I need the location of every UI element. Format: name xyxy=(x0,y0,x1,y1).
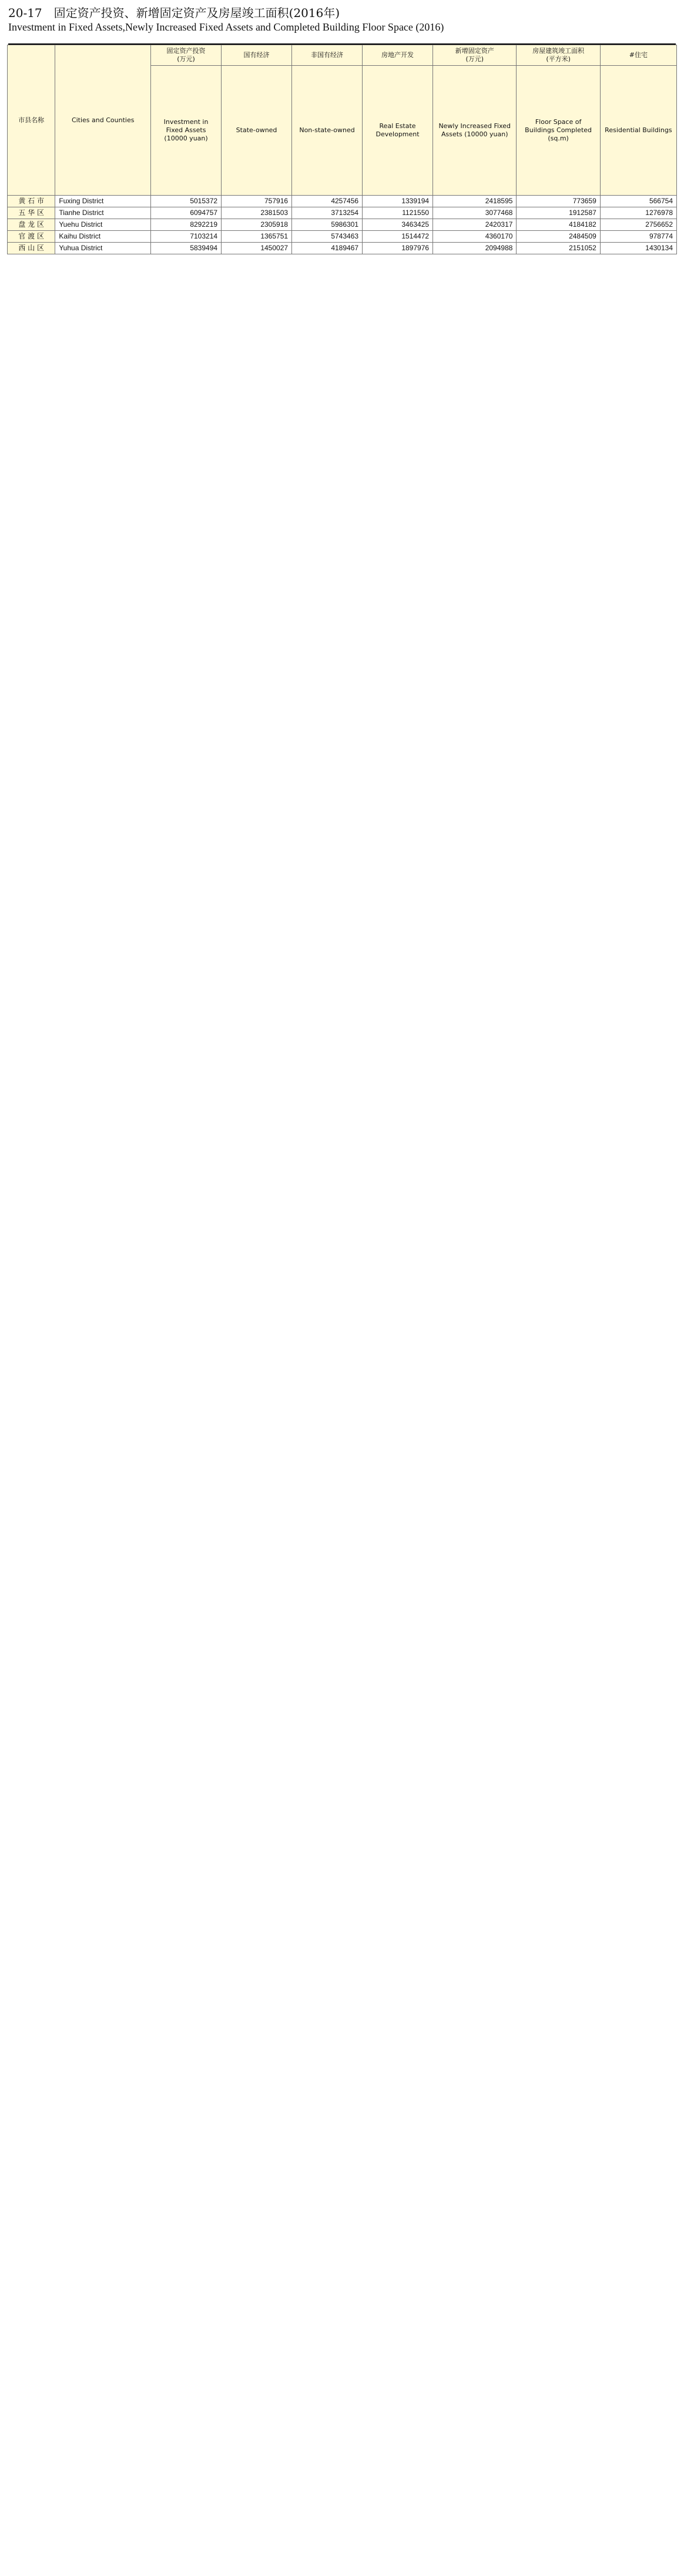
cell-realestate: 3463425 xyxy=(363,219,433,231)
cell-nonstate: 4257456 xyxy=(292,196,363,207)
cell-floor: 1912587 xyxy=(517,207,600,219)
table-body xyxy=(8,196,677,254)
cell-res: 1430134 xyxy=(600,243,676,254)
table-row xyxy=(8,207,677,219)
header-nonstate-en: Non-state-owned xyxy=(292,66,363,196)
cell-city-cn: 西 山 区 xyxy=(8,243,55,254)
cell-total: 7103214 xyxy=(151,231,222,243)
cell-newly: 2094988 xyxy=(433,243,517,254)
header-city-en: Cities and Counties xyxy=(55,45,151,196)
cell-city-cn: 黄 石 市 xyxy=(8,196,55,207)
header-fai-cn: 固定资产投资 (万元) xyxy=(151,45,222,66)
cell-newly: 2420317 xyxy=(433,219,517,231)
header-state-en: State-owned xyxy=(222,66,292,196)
cell-city-cn: 官 渡 区 xyxy=(8,231,55,243)
data-table xyxy=(7,45,677,254)
cell-city-en: Tianhe District xyxy=(55,207,151,219)
cell-nonstate: 3713254 xyxy=(292,207,363,219)
cell-state: 1365751 xyxy=(222,231,292,243)
cell-city-en: Fuxing District xyxy=(55,196,151,207)
cell-floor: 2484509 xyxy=(517,231,600,243)
cell-state: 1450027 xyxy=(222,243,292,254)
cell-res: 978774 xyxy=(600,231,676,243)
cell-newly: 4360170 xyxy=(433,231,517,243)
header-realestate-en: Real Estate Development xyxy=(363,66,433,196)
cell-city-en: Yuhua District xyxy=(55,243,151,254)
cell-newly: 3077468 xyxy=(433,207,517,219)
table-row xyxy=(8,243,677,254)
table-header xyxy=(8,45,677,196)
cell-realestate: 1897976 xyxy=(363,243,433,254)
cell-floor: 4184182 xyxy=(517,219,600,231)
table-title-cn: 20-17 固定资产投资、新增固定资产及房屋竣工面积(2016年) xyxy=(8,6,340,20)
cell-city-cn: 盘 龙 区 xyxy=(8,219,55,231)
cell-city-cn: 五 华 区 xyxy=(8,207,55,219)
cell-realestate: 1339194 xyxy=(363,196,433,207)
header-floor-en: Floor Space of Buildings Completed (sq.m) xyxy=(517,66,600,196)
cell-state: 757916 xyxy=(222,196,292,207)
cell-total: 5839494 xyxy=(151,243,222,254)
header-newly-cn: 新增固定资产 (万元) xyxy=(433,45,517,66)
title-block xyxy=(0,0,684,38)
header-res-cn: #住宅 xyxy=(600,45,676,66)
header-nonstate-cn: 非国有经济 xyxy=(292,45,363,66)
cell-res: 1276978 xyxy=(600,207,676,219)
cell-floor: 2151052 xyxy=(517,243,600,254)
header-newly-en: Newly Increased Fixed Assets (10000 yuan) xyxy=(433,66,517,196)
table-row xyxy=(8,219,677,231)
table-row xyxy=(8,196,677,207)
cell-res: 566754 xyxy=(600,196,676,207)
header-city-cn: 市县名称 xyxy=(8,45,55,196)
cell-state: 2305918 xyxy=(222,219,292,231)
cell-total: 6094757 xyxy=(151,207,222,219)
header-realestate-cn: 房地产开发 xyxy=(363,45,433,66)
cell-total: 5015372 xyxy=(151,196,222,207)
cell-nonstate: 5986301 xyxy=(292,219,363,231)
table-title-en: Investment in Fixed Assets,Newly Increased Fixed Assets and Completed Building Floor Space (2016) xyxy=(8,21,444,33)
cell-state: 2381503 xyxy=(222,207,292,219)
cell-nonstate: 5743463 xyxy=(292,231,363,243)
cell-floor: 773659 xyxy=(517,196,600,207)
table-row xyxy=(8,231,677,243)
header-floor-cn: 房屋建筑竣工面积 (平方米) xyxy=(517,45,600,66)
cell-res: 2756652 xyxy=(600,219,676,231)
cell-realestate: 1514472 xyxy=(363,231,433,243)
cell-total: 8292219 xyxy=(151,219,222,231)
header-fai-en: Investment in Fixed Assets (10000 yuan) xyxy=(151,66,222,196)
cell-newly: 2418595 xyxy=(433,196,517,207)
header-res-en: Residential Buildings xyxy=(600,66,676,196)
cell-nonstate: 4189467 xyxy=(292,243,363,254)
cell-city-en: Kaihu District xyxy=(55,231,151,243)
header-state-cn: 国有经济 xyxy=(222,45,292,66)
cell-realestate: 1121550 xyxy=(363,207,433,219)
cell-city-en: Yuehu District xyxy=(55,219,151,231)
